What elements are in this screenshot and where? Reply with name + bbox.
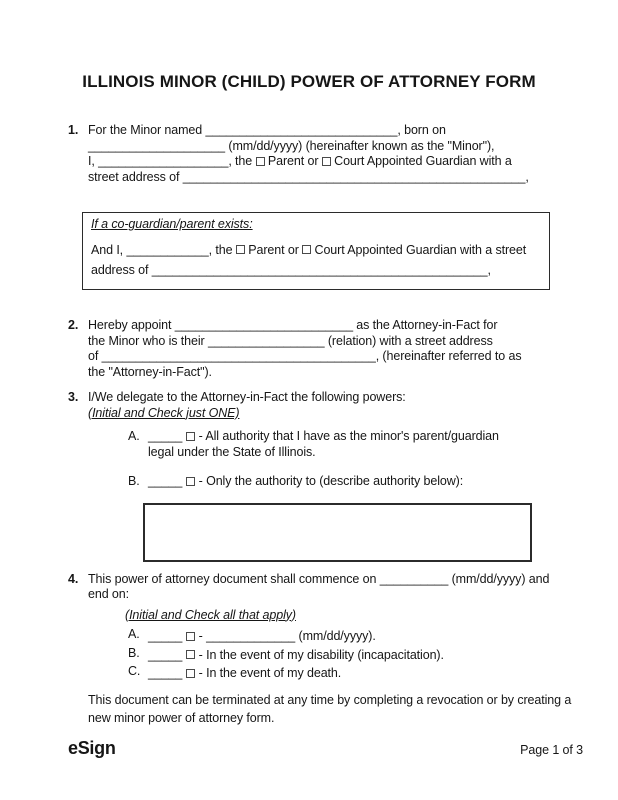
form-line: This document can be terminated at any time by completing a revocation or by creating a [88,692,572,707]
attorney-address-blank[interactable]: ________________________________________ [101,349,376,363]
text: - Only the authority to (describe authority below): [195,474,464,488]
text: Parent or [244,242,303,257]
form-line [91,240,541,260]
end-option-b-label: B. [128,645,140,660]
text: street address of [88,169,183,184]
form-line [88,170,618,186]
section-4-number: 4. [68,571,79,586]
section-2-appointment [68,318,618,380]
section-4-body [88,572,618,728]
form-line [88,154,618,170]
guardian-name-blank[interactable]: ___________________ [98,154,229,168]
limited-authority-initials-blank[interactable]: _____ [148,474,183,488]
limited-authority-checkbox[interactable] [186,477,195,486]
section-4-term [68,572,618,728]
disability-initials-blank[interactable]: _____ [148,647,183,662]
text: (mm/dd/yyyy) and [448,571,550,586]
text: Court Appointed Guardian with a street [311,242,527,257]
section-2-number: 2. [68,318,79,332]
co-guardian-section [82,212,550,290]
co-guardian-heading: If a co-guardian/parent exists: [91,217,253,231]
termination-note [88,691,618,728]
death-initials-blank[interactable]: _____ [148,666,183,680]
page-number: Page 1 of 3 [520,742,583,757]
co-guardian-address-blank[interactable]: _________________________________________________ [151,262,488,277]
option-b-body [148,474,463,490]
section-3-instruction: (Initial and Check just ONE) [88,405,240,420]
text: Court Appointed Guardian with a [330,154,512,168]
section-2-body [88,318,618,380]
form-line: I/We delegate to the Attorney-in-Fact the following powers: [88,390,406,404]
text: - In the event of my disability (incapacitation). [195,647,444,662]
text: - [195,629,207,643]
all-authority-checkbox[interactable] [186,432,195,441]
end-date-checkbox[interactable] [186,632,195,641]
attorney-name-blank[interactable]: __________________________ [174,318,353,332]
text: Parent or [264,154,322,168]
form-line [91,260,541,280]
end-option-c-label: C. [128,664,141,678]
form-line [148,627,376,646]
street-address-blank[interactable]: __________________________________________________ [182,169,526,184]
end-date-blank[interactable]: _____________ [206,629,296,643]
text: - All authority that I have as the minor's parent/guardian [195,429,499,443]
commence-date-blank[interactable]: __________ [379,571,449,586]
end-date-initials-blank[interactable]: _____ [148,629,183,643]
all-authority-initials-blank[interactable]: _____ [148,429,183,443]
text: (relation) with a street address [324,333,493,348]
minor-name-blank[interactable]: ____________________________ [205,123,398,137]
text: , (hereinafter referred to as [375,349,522,363]
form-line [88,318,618,334]
text: , [487,262,491,277]
form-content [0,123,618,728]
option-b-limited-authority [128,474,618,490]
text: For the Minor named [88,123,206,137]
option-a-body [148,429,499,460]
co-guardian-name-blank[interactable]: ____________ [126,242,209,257]
authority-description-box[interactable] [143,503,532,562]
end-option-a-label: A. [128,627,140,641]
form-line: the "Attorney-in-Fact"). [88,364,212,379]
section-1-minor-info [68,123,618,185]
page-footer [0,737,618,759]
section-1-body [88,123,618,185]
end-option-b-disability [128,646,618,665]
parent-checkbox[interactable] [256,157,265,166]
form-line [148,429,499,445]
form-line: end on: [88,587,130,601]
section-4-instruction: (Initial and Check all that apply) [125,607,296,622]
section-3-number: 3. [68,390,79,404]
co-court-appointed-guardian-checkbox[interactable] [302,245,311,254]
disability-checkbox[interactable] [186,650,195,659]
text: Hereby appoint [88,318,175,332]
relation-blank[interactable]: _________________ [207,333,325,348]
text: , the [228,154,256,168]
text: the Minor who is their [88,333,208,348]
page-title: ILLINOIS MINOR (CHILD) POWER OF ATTORNEY FORM [82,72,536,91]
court-appointed-guardian-checkbox[interactable] [322,157,331,166]
form-line: new minor power of attorney form. [88,711,275,725]
text: (mm/dd/yyyy) (hereinafter known as the "Minor"), [225,138,495,153]
text: - In the event of my death. [195,666,342,680]
form-line [88,123,618,139]
option-b-label: B. [128,474,140,488]
form-line [148,646,444,665]
form-line [88,572,618,588]
text: , born on [397,123,446,137]
text: as the Attorney-in-Fact for [352,318,498,332]
option-a-all-authority [128,429,618,460]
text: , [525,169,529,184]
death-checkbox[interactable] [186,669,195,678]
text: And I, [91,242,127,257]
section-3-body [88,390,618,562]
form-line [88,349,618,365]
text: I, [88,154,99,168]
text: , the [208,242,236,257]
form-line [88,139,618,155]
co-parent-checkbox[interactable] [236,245,245,254]
form-line [148,474,463,490]
form-line [148,664,341,683]
form-line [88,334,618,350]
text: address of [91,262,152,277]
section-3-powers [68,390,618,562]
end-option-a-date [128,627,618,646]
esign-logo: eSign [68,737,116,758]
section-1-number: 1. [68,123,79,137]
text: This power of attorney document shall commence on [88,571,380,586]
option-a-label: A. [128,429,140,443]
birth-date-blank[interactable]: ____________________ [88,138,226,153]
text: (mm/dd/yyyy). [295,629,376,643]
text: of [88,349,102,363]
form-line: legal under the State of Illinois. [148,444,316,459]
end-option-c-death [128,664,618,683]
